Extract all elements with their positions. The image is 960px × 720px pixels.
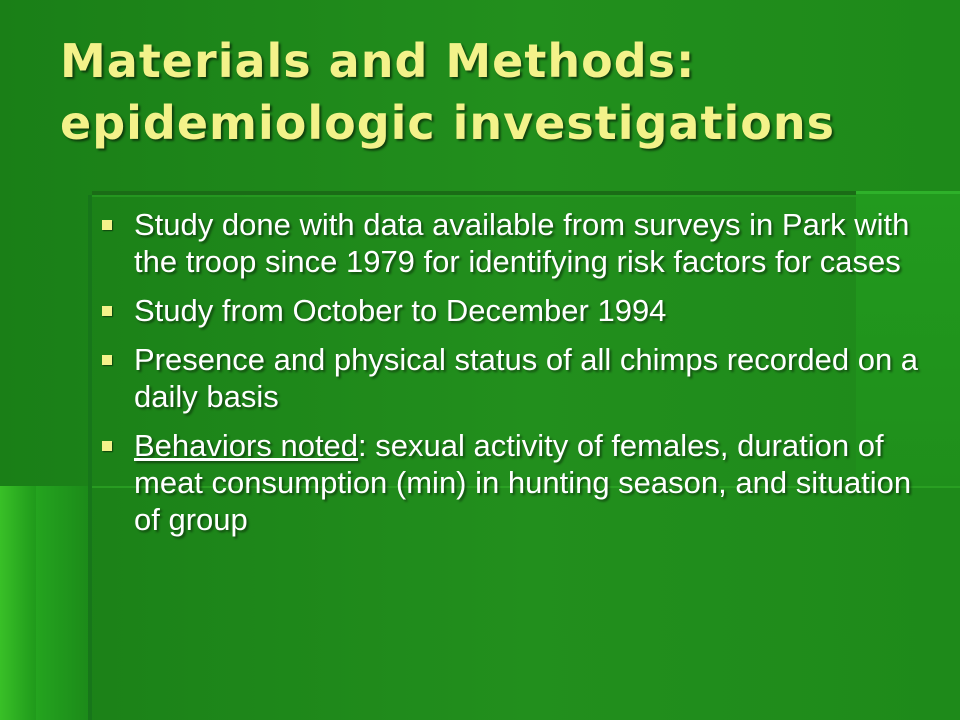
bullet-item <box>100 341 920 415</box>
square-bullet-icon <box>102 220 112 230</box>
bullet-underlined-prefix: Behaviors noted <box>134 428 359 463</box>
decorative-panel-right-edge <box>856 191 960 194</box>
square-bullet-icon <box>102 355 112 365</box>
bullet-item <box>100 206 920 280</box>
bullet-item <box>100 427 920 538</box>
slide-title-line-2: epidemiologic investigations <box>60 96 835 150</box>
square-bullet-icon <box>102 441 112 451</box>
square-bullet-icon <box>102 306 112 316</box>
bullet-list <box>100 206 920 550</box>
bullet-text: Study done with data available from surveys in Park with the troop since 1979 for identifying risk factors for cases <box>134 207 910 279</box>
bullet-text: Study from October to December 1994 <box>134 293 667 328</box>
bullet-item <box>100 292 920 329</box>
slide-title <box>60 30 940 154</box>
slide-title-line-1: Materials and Methods: <box>60 34 696 88</box>
decorative-panel-mid <box>36 486 90 720</box>
decorative-top-highlight <box>92 195 856 197</box>
decorative-vertical-line <box>88 195 92 720</box>
bullet-text: Presence and physical status of all chimps recorded on a daily basis <box>134 342 919 414</box>
bullet-text: : sexual activity of females, duration of meat consumption (min) in hunting season, and situation of group <box>134 428 912 537</box>
decorative-panel-left <box>0 486 36 720</box>
